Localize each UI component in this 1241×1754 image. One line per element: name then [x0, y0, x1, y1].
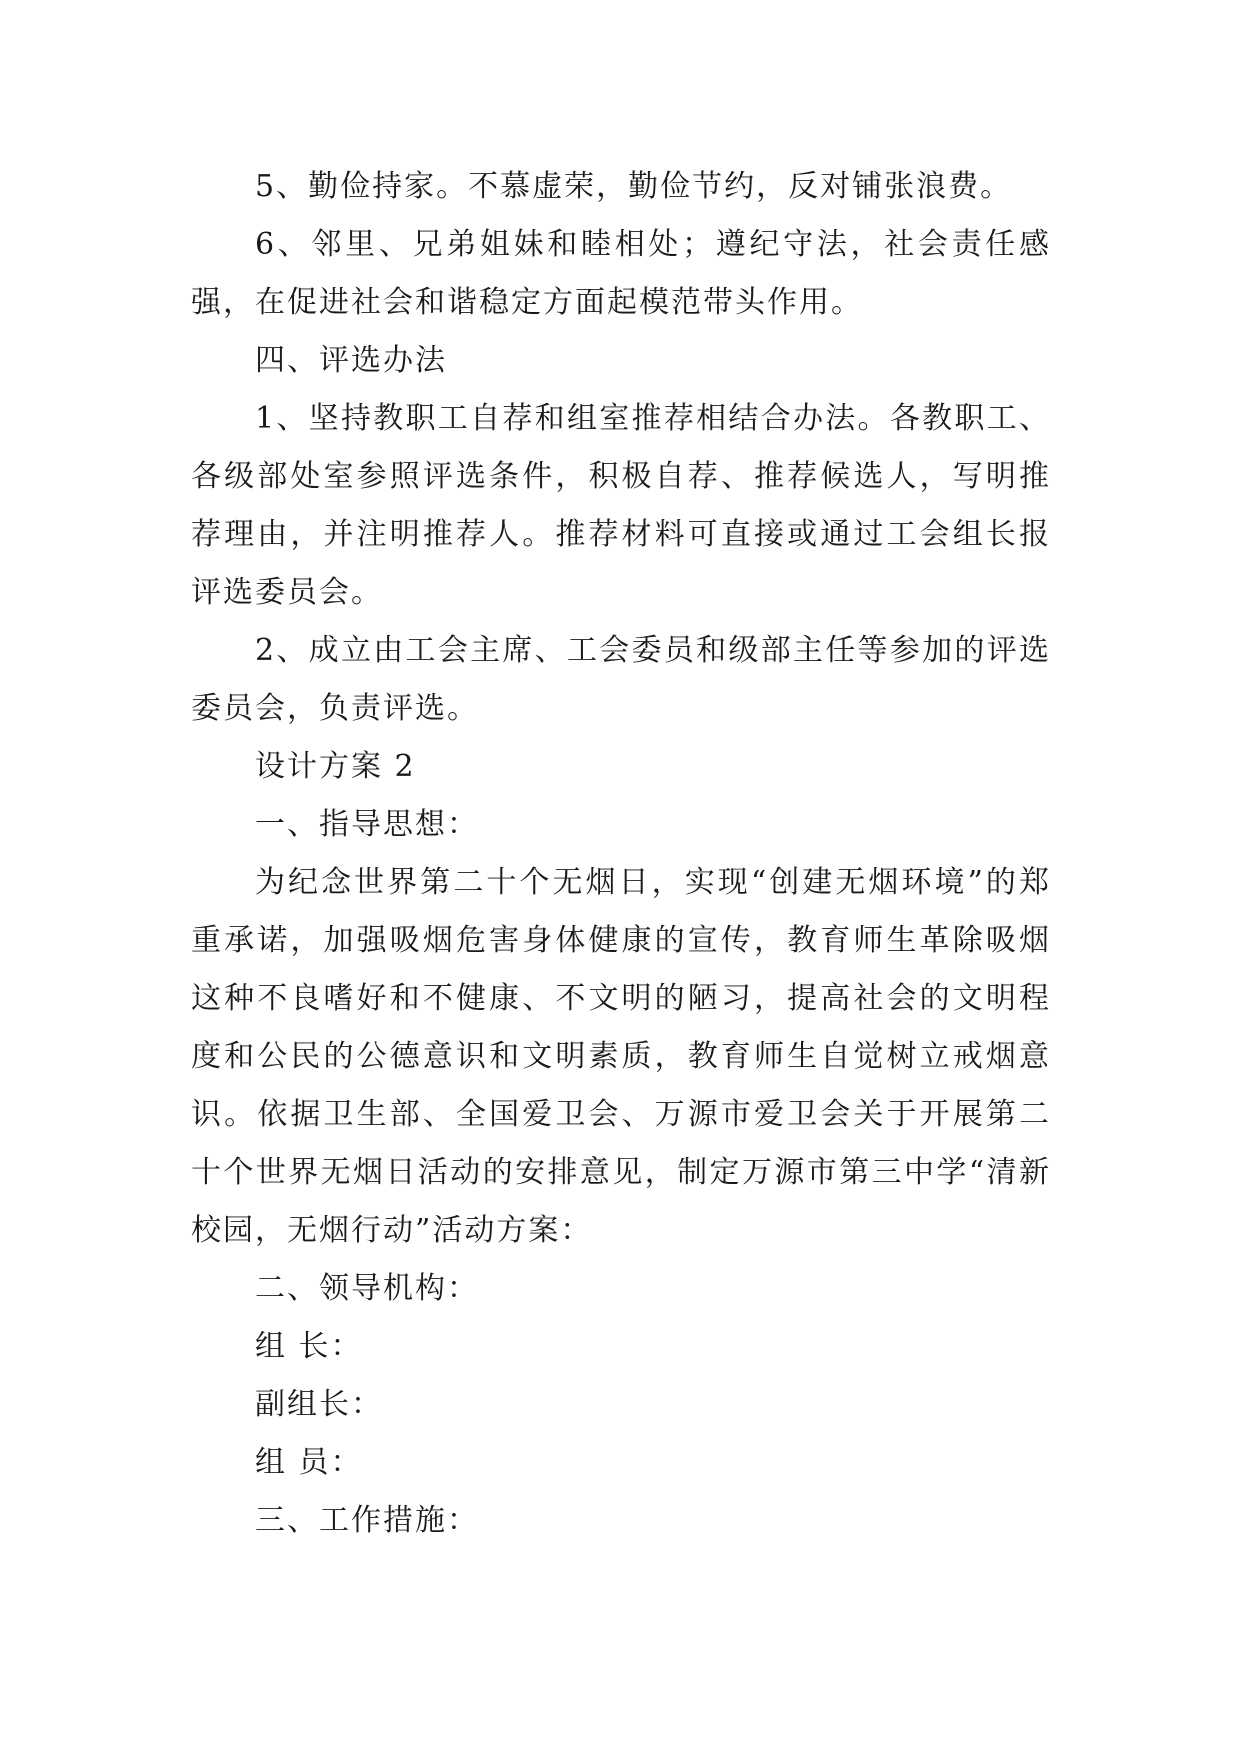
paragraph-neighbor-harmony: 6、邻里、兄弟姐妹和睦相处；遵纪守法，社会责任感强，在促进社会和谐稳定方面起模范带头作用。 [191, 227, 1051, 320]
paragraph-selection-committee: 2、成立由工会主席、工会委员和级部主任等参加的评选委员会，负责评选。 [191, 633, 1051, 726]
heading-selection-method: 四、评选办法 [255, 343, 447, 378]
paragraph-frugal-household: 5、勤俭持家。不慕虚荣，勤俭节约，反对铺张浪费。 [255, 169, 1013, 204]
line-group-leader: 组 长： [255, 1329, 363, 1364]
heading-guiding-ideology: 一、指导思想： [255, 807, 479, 842]
line-group-members: 组 员： [255, 1445, 363, 1480]
heading-leadership: 二、领导机构： [255, 1271, 479, 1306]
paragraph-self-recommendation: 1、坚持教职工自荐和组室推荐相结合办法。各教职工、各级部处室参照评选条件，积极自荐、推荐候选人，写明推荐理由，并注明推荐人。推荐材料可直接或通过工会组长报评选委员会。 [191, 401, 1051, 610]
paragraph-no-smoking-day: 为纪念世界第二十个无烟日，实现“创建无烟环境”的郑重承诺，加强吸烟危害身体健康的宣传，教育师生革除吸烟这种不良嗜好和不健康、不文明的陋习，提高社会的文明程度和公民的公德意识和文明素质，教育师生自觉树立戒烟意识。依据卫生部、全国爱卫会、万源市爱卫会关于开展第二十个世界无烟日活动的安排意见，制定万源市第三中学“清新校园，无烟行动”活动方案： [191, 865, 1051, 1248]
document-body [191, 158, 1051, 1550]
heading-design-plan-2: 设计方案 2 [255, 749, 416, 784]
line-deputy-leader: 副组长： [255, 1387, 383, 1422]
heading-work-measures: 三、工作措施： [255, 1503, 479, 1538]
